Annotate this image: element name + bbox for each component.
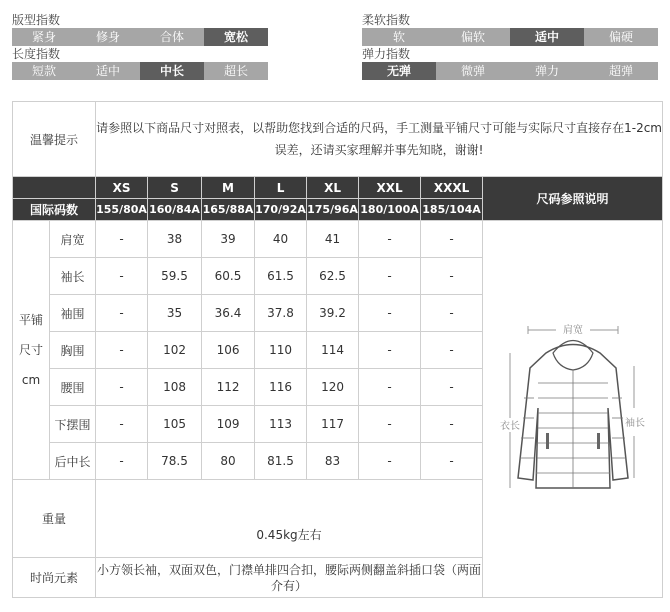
measure-value: 60.5 xyxy=(202,258,255,295)
measure-value: 62.5 xyxy=(307,258,359,295)
size-header: M xyxy=(202,177,255,199)
style-option: 修身 xyxy=(95,30,120,44)
softness-index-title: 柔软指数 xyxy=(362,13,411,27)
intl-code: 170/92A xyxy=(255,199,307,221)
measure-value: - xyxy=(96,369,148,406)
measure-name: 后中长 xyxy=(50,443,96,480)
softness-option-selected: 适中 xyxy=(510,28,584,46)
group-label-line: cm xyxy=(21,373,41,387)
size-header: S xyxy=(148,177,202,199)
measure-value: 59.5 xyxy=(148,258,202,295)
measure-value: 108 xyxy=(148,369,202,406)
weight-value: 0.45kg左右 xyxy=(96,480,483,558)
size-header-blank xyxy=(13,177,96,199)
elasticity-option: 弹力 xyxy=(534,64,559,78)
style-option-selected: 宽松 xyxy=(204,28,268,46)
measure-name: 下摆围 xyxy=(50,406,96,443)
measure-name: 肩宽 xyxy=(50,221,96,258)
measure-value: 35 xyxy=(148,295,202,332)
measure-value: 83 xyxy=(307,443,359,480)
size-header: L xyxy=(255,177,307,199)
measure-value: 102 xyxy=(148,332,202,369)
elasticity-option-selected: 无弹 xyxy=(362,62,436,80)
measure-value: - xyxy=(359,258,421,295)
measure-value: 116 xyxy=(255,369,307,406)
intl-code: 160/84A xyxy=(148,199,202,221)
weight-label: 重量 xyxy=(13,480,96,558)
measure-value: 41 xyxy=(307,221,359,258)
style-option: 合体 xyxy=(159,30,184,44)
size-header: XXXL xyxy=(421,177,483,199)
fashion-label: 时尚元素 xyxy=(13,558,96,598)
measure-value: 61.5 xyxy=(255,258,307,295)
shoulder-width-label: 肩宽 xyxy=(562,324,583,336)
sleeve-length-label: 袖长 xyxy=(624,417,645,429)
measure-value: 81.5 xyxy=(255,443,307,480)
tip-label: 温馨提示 xyxy=(13,102,96,177)
intl-code: 180/100A xyxy=(359,199,421,221)
measure-value: - xyxy=(359,406,421,443)
group-label-line: 尺寸 xyxy=(18,343,43,357)
measure-value: 78.5 xyxy=(148,443,202,480)
measure-value: - xyxy=(96,258,148,295)
fashion-text: 小方领长袖，双面双色，门襟单排四合扣，腰际两侧翻盖斜插口袋（两面介有） xyxy=(96,558,483,598)
measure-group-label xyxy=(13,221,50,480)
measure-value: 36.4 xyxy=(202,295,255,332)
measure-value: 112 xyxy=(202,369,255,406)
softness-option: 软 xyxy=(392,30,405,44)
size-header: XS xyxy=(96,177,148,199)
measure-value: 106 xyxy=(202,332,255,369)
measure-value: - xyxy=(421,332,483,369)
measure-value: 105 xyxy=(148,406,202,443)
tip-text: 请参照以下商品尺寸对照表，以帮助您找到合适的尺码，手工测量平铺尺寸可能与实际尺寸直接存在1-2cm误差，还请买家理解并事先知晓，谢谢! xyxy=(96,102,663,177)
length-index-bar xyxy=(12,62,268,80)
measure-value: - xyxy=(421,443,483,480)
style-index-title: 版型指数 xyxy=(12,13,61,27)
measure-value: - xyxy=(359,332,421,369)
measure-value: - xyxy=(96,406,148,443)
softness-option: 偏硬 xyxy=(608,30,633,44)
intl-size-label: 国际码数 xyxy=(13,199,96,221)
elasticity-option: 超弹 xyxy=(608,64,633,78)
measure-value: 39.2 xyxy=(307,295,359,332)
size-header: XXL xyxy=(359,177,421,199)
elasticity-option: 微弹 xyxy=(460,64,485,78)
intl-code: 165/88A xyxy=(202,199,255,221)
softness-index-bar xyxy=(362,28,658,46)
group-label-line: 平铺 xyxy=(18,313,43,327)
measure-value: 114 xyxy=(307,332,359,369)
measure-name: 胸围 xyxy=(50,332,96,369)
length-option-selected: 中长 xyxy=(140,62,204,80)
measure-value: 37.8 xyxy=(255,295,307,332)
measure-value: 120 xyxy=(307,369,359,406)
length-option: 短款 xyxy=(31,64,56,78)
measure-value: - xyxy=(421,369,483,406)
measure-value: 117 xyxy=(307,406,359,443)
style-index xyxy=(12,12,268,80)
intl-code: 175/96A xyxy=(307,199,359,221)
measure-value: 38 xyxy=(148,221,202,258)
length-option: 适中 xyxy=(95,64,120,78)
measure-value: - xyxy=(359,221,421,258)
intl-code: 185/104A xyxy=(421,199,483,221)
coat-diagram-icon xyxy=(498,308,648,508)
style-option: 紧身 xyxy=(31,30,56,44)
elasticity-index-title: 弹力指数 xyxy=(362,47,411,61)
measure-value: 110 xyxy=(255,332,307,369)
coat-diagram-cell xyxy=(483,221,663,598)
measure-value: - xyxy=(359,443,421,480)
measure-value: - xyxy=(96,332,148,369)
measure-value: - xyxy=(359,369,421,406)
measure-value: 113 xyxy=(255,406,307,443)
size-chart-table xyxy=(12,101,663,598)
style-index-bar xyxy=(12,28,268,46)
intl-code: 155/80A xyxy=(96,199,148,221)
softness-index xyxy=(362,12,658,80)
measure-value: - xyxy=(96,295,148,332)
measure-value: 39 xyxy=(202,221,255,258)
measure-value: 109 xyxy=(202,406,255,443)
measure-name: 腰围 xyxy=(50,369,96,406)
size-header: XL xyxy=(307,177,359,199)
body-length-label: 衣长 xyxy=(499,420,520,432)
length-option: 超长 xyxy=(223,64,248,78)
size-reference-label: 尺码参照说明 xyxy=(483,177,663,221)
length-index-title: 长度指数 xyxy=(12,47,61,61)
measure-value: 80 xyxy=(202,443,255,480)
measure-name: 袖长 xyxy=(50,258,96,295)
measure-value: - xyxy=(421,295,483,332)
measure-value: - xyxy=(421,406,483,443)
measure-value: - xyxy=(359,295,421,332)
measure-value: - xyxy=(96,443,148,480)
measure-value: - xyxy=(96,221,148,258)
measure-value: - xyxy=(421,258,483,295)
measure-value: 40 xyxy=(255,221,307,258)
elasticity-index-bar xyxy=(362,62,658,80)
measure-value: - xyxy=(421,221,483,258)
softness-option: 偏软 xyxy=(460,30,485,44)
measure-name: 袖围 xyxy=(50,295,96,332)
